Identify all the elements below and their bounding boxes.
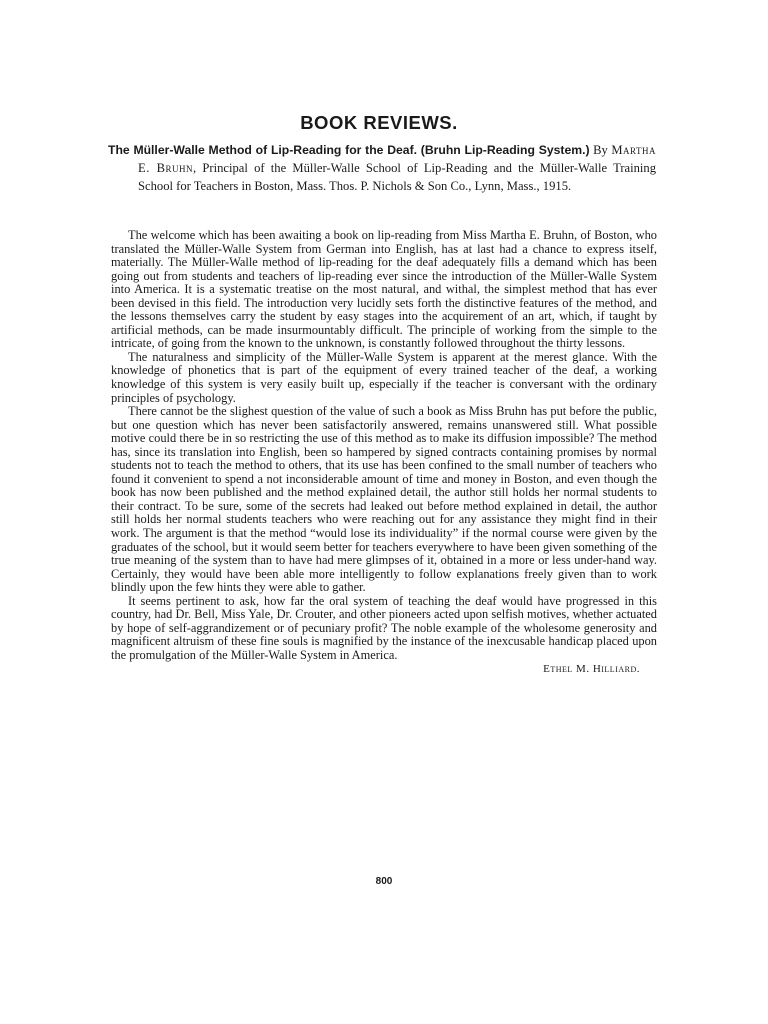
- citation-details: , Principal of the Müller-Walle School of Lip-Reading and the Müller-Walle Training School for Teachers in Boston, Mass. Thos. P. Nichols & Son Co., Lynn, Mass., 1915.: [138, 160, 656, 193]
- reviewer-signature: Ethel M. Hilliard.: [543, 662, 640, 675]
- citation-by: By: [593, 143, 608, 157]
- book-title: The Müller-Walle Method of Lip-Reading for the Deaf. (Bruhn Lip-Reading System.): [108, 143, 590, 157]
- book-citation: [108, 142, 656, 195]
- review-paragraph: It seems pertinent to ask, how far the oral system of teaching the deaf would have progressed in this country, had Dr. Bell, Miss Yale, Dr. Crouter, and other pioneers acted upon selfish motives, whether actuated by hope of self-aggrandizement or of pecuniary profit? The noble example of the wholesome generosity and magnificent altruism of these fine souls is magnified by the instance of the inexcusable handicap placed upon the promulgation of the Müller-Walle System in America.: [111, 593, 657, 662]
- page-number: 800: [375, 876, 393, 887]
- review-paragraph: The welcome which has been awaiting a book on lip-reading from Miss Martha E. Bruhn, of Boston, who translated the Müller-Walle System from German into English, has at last had a chance to express itself, materially. The Müller-Walle method of lip-reading for the deaf adequately fills a demand which has been going out from students and teachers of lip-reading ever since the introduction of the Müller-Walle System into America. It is a systematic treatise on the most natural, and withal, the simplest method that has ever been devised in this field. The introduction very lucidly sets forth the distinctive features of the method, and the lessons themselves carry the student by easy stages into the acquirement of an art, which, if taught by artificial methods, can be made insurmountably difficult. The principle of working from the simple to the intricate, of going from the known to the unknown, is constantly followed throughout the thirty lessons.: [111, 228, 657, 351]
- review-paragraph: There cannot be the slighest question of the value of such a book as Miss Bruhn has put before the public, but one question which has never been satisfactorily answered, remains unanswered still. What possible motive could there be in so restricting the use of this method as to make its diffusion impossible? The method has, since its translation into English, been so hampered by signed contracts containing promises by normal students not to teach the method to others, that its use has been confined to the small number of teachers who found it convenient to spend a not inconsiderable amount of time and money in Boston, and even though the book has now been published and the method explained detail, the author still holds her normal students to their contract. To be sure, some of the secrets had leaked out before method explained in detail, the author still holds her normal students teachers who were reaching out for any assistance they might find in their work. The argument is that the method “would lose its individuality” if the normal course were given by the graduates of the school, but it would seem better for teachers everywhere to have been given something of the true meaning of the system than to have had mere glimpses of it, obtained in a more or less under-hand way. Certainly, they would have been able more intelligently to follow explanations freely given than to work blindly upon the few hints they were able to gather.: [111, 404, 657, 595]
- review-body: [111, 229, 657, 676]
- page-heading: BOOK REVIEWS.: [300, 112, 458, 133]
- book-author: Martha E. Bruhn: [138, 143, 656, 175]
- review-paragraph: The naturalness and simplicity of the Müller-Walle System is apparent at the merest glance. With the knowledge of phonetics that is part of the equipment of every trained teacher of the deaf, a working knowledge of this system is very easily built up, especially if the teacher is conversant with the ordinary principles of psychology.: [111, 349, 657, 405]
